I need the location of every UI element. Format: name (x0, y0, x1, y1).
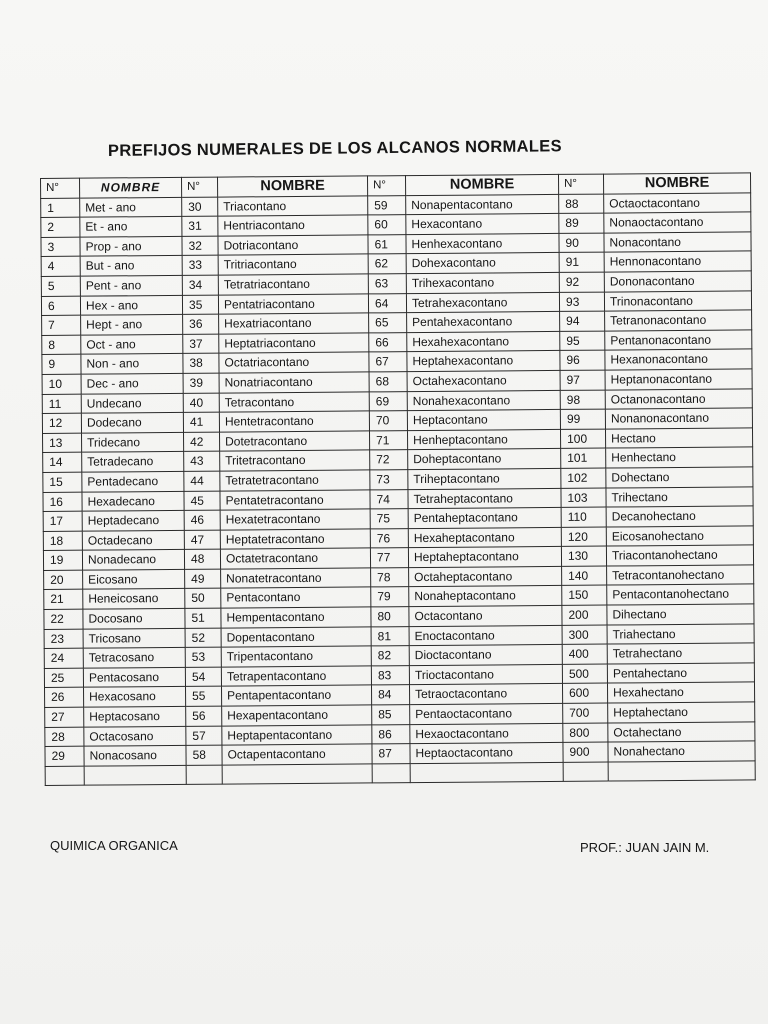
alkane-name-cell: Hempentacontano (221, 607, 371, 628)
alkane-number-cell: 39 (183, 373, 219, 393)
alkane-number-cell: 12 (42, 413, 81, 433)
alkane-name-cell: Tetrahectano (607, 643, 754, 664)
alkane-name-cell: Dodecano (81, 413, 183, 433)
alkane-number-cell: 4 (41, 257, 80, 277)
alkane-name-cell: Dopentacontano (221, 627, 371, 648)
alkane-name-cell: Octahexacontano (407, 370, 560, 391)
alkane-number-cell: 57 (186, 726, 222, 746)
alkane-name-cell: Hentriacontano (218, 215, 368, 236)
alkane-number-cell: 40 (183, 393, 219, 413)
alkane-name-cell: Heptatriacontano (219, 333, 369, 354)
alkane-name-cell: Tetracosano (83, 648, 185, 668)
alkane-name-cell: Eicosanohectano (606, 526, 753, 547)
alkane-number-cell: 17 (43, 511, 82, 531)
header-name-2: NOMBRE (217, 176, 367, 197)
alkane-name-cell: Met - ano (80, 197, 182, 217)
alkane-number-cell: 21 (44, 590, 83, 610)
alkane-name-cell: Tricosano (83, 628, 185, 648)
alkane-name-cell: Trinonacontano (604, 290, 751, 311)
alkane-name-cell: Henheptacontano (407, 429, 560, 450)
alkane-number-cell: 3 (41, 237, 80, 257)
alkane-name-cell: Pentatetracontano (220, 489, 370, 510)
alkane-number-cell: 2 (41, 217, 80, 237)
alkane-name-cell: Hectano (605, 428, 752, 449)
footer-professor: PROF.: JUAN JAIN M. (580, 840, 710, 855)
header-num-2: N° (181, 177, 217, 197)
header-num-3: N° (367, 176, 405, 196)
alkane-table-wrapper (40, 172, 756, 786)
document-title: PREFIJOS NUMERALES DE LOS ALCANOS NORMALES (107, 137, 562, 160)
alkane-name-cell: Tetratetracontano (220, 470, 370, 491)
alkane-name-cell: Pentacosano (83, 667, 185, 687)
alkane-number-cell: 22 (44, 609, 83, 629)
alkane-number-cell: 79 (371, 587, 409, 607)
alkane-number-cell: 55 (186, 687, 222, 707)
alkane-number-cell: 84 (371, 685, 409, 705)
alkane-number-cell: 6 (41, 296, 80, 316)
alkane-number-cell: 400 (562, 644, 607, 664)
alkane-name-cell: Henhexacontano (406, 233, 559, 254)
alkane-name-cell: Triheptacontano (408, 468, 561, 489)
alkane-number-cell: 900 (563, 742, 608, 762)
alkane-name-cell: Hexanonacontano (605, 349, 752, 370)
alkane-name-cell: Dihectano (607, 604, 754, 625)
alkane-number-cell: 76 (370, 528, 408, 548)
alkane-name-cell: Triahectano (607, 624, 754, 645)
alkane-name-cell: Heptacosano (84, 706, 186, 726)
alkane-name-cell: Pentatriacontano (218, 293, 368, 314)
alkane-number-cell: 81 (371, 626, 409, 646)
alkane-name-cell: Dotriacontano (218, 235, 368, 256)
alkane-name-cell: Nonadecano (82, 550, 184, 570)
alkane-number-cell: 11 (42, 394, 81, 414)
alkane-name-cell: Hexacontano (406, 214, 559, 235)
alkane-number-cell: 85 (372, 705, 410, 725)
alkane-name-cell: Tetratriacontano (218, 274, 368, 295)
alkane-name-cell: Heptaheptacontano (408, 547, 561, 568)
alkane-number-cell: 20 (44, 570, 83, 590)
alkane-number-cell: 45 (184, 491, 220, 511)
alkane-number-cell: 89 (559, 213, 604, 233)
alkane-number-cell: 98 (560, 390, 605, 410)
alkane-number-cell: 8 (42, 335, 81, 355)
alkane-number-cell: 28 (45, 727, 84, 747)
empty-cell (563, 762, 608, 782)
alkane-number-cell: 36 (183, 314, 219, 334)
alkane-name-cell: Heneicosano (83, 589, 185, 609)
alkane-name-cell: Eicosano (83, 569, 185, 589)
alkane-name-cell: Trihexacontano (406, 272, 559, 293)
alkane-name-cell: Et - ano (80, 217, 182, 237)
alkane-name-cell: Nonacosano (84, 746, 186, 766)
alkane-name-cell: Pentanonacontano (605, 330, 752, 351)
alkane-number-cell: 24 (44, 648, 83, 668)
alkane-name-cell: Tetrahexacontano (406, 292, 559, 313)
alkane-number-cell: 71 (369, 430, 407, 450)
alkane-number-cell: 27 (45, 707, 84, 727)
alkane-number-cell: 73 (370, 470, 408, 490)
alkane-number-cell: 42 (184, 432, 220, 452)
alkane-number-cell: 101 (561, 448, 606, 468)
alkane-name-cell: Heptaoctacontano (410, 743, 563, 764)
alkane-name-cell: Octacosano (84, 726, 186, 746)
alkane-number-cell: 61 (368, 234, 406, 254)
alkane-name-cell: Hexacosano (84, 687, 186, 707)
alkane-name-cell: Prop - ano (80, 236, 182, 256)
alkane-name-cell: Heptadecano (82, 510, 184, 530)
alkane-name-cell: Nonatriacontano (219, 372, 369, 393)
alkane-name-cell: Pentaoctacontano (410, 703, 563, 724)
alkane-number-cell: 63 (368, 274, 406, 294)
alkane-number-cell: 16 (43, 492, 82, 512)
alkane-name-cell: But - ano (80, 256, 182, 276)
alkane-number-cell: 110 (561, 507, 606, 527)
alkane-name-cell: Pentahectano (607, 663, 754, 684)
alkane-number-cell: 95 (560, 331, 605, 351)
empty-cell (608, 761, 755, 782)
alkane-name-cell: Hexahectano (607, 682, 754, 703)
alkane-name-cell: Trioctacontano (409, 664, 562, 685)
alkane-number-cell: 96 (560, 350, 605, 370)
alkane-name-cell: Decanohectano (606, 506, 753, 527)
alkane-number-cell: 49 (185, 569, 221, 589)
alkane-number-cell: 7 (42, 315, 81, 335)
alkane-name-cell: Nonapentacontano (406, 194, 559, 215)
alkane-name-cell: Hexapentacontano (222, 705, 372, 726)
alkane-name-cell: Hexahexacontano (407, 331, 560, 352)
alkane-name-cell: Hennonacontano (604, 251, 751, 272)
alkane-name-cell: Henhectano (606, 447, 753, 468)
header-name-1: NOMBRE (80, 177, 182, 197)
alkane-number-cell: 78 (371, 567, 409, 587)
alkane-prefix-table (40, 172, 756, 786)
alkane-number-cell: 97 (560, 370, 605, 390)
table-body (41, 193, 756, 786)
alkane-number-cell: 60 (368, 215, 406, 235)
alkane-number-cell: 100 (560, 429, 605, 449)
alkane-name-cell: Pentapentacontano (221, 685, 371, 706)
alkane-number-cell: 64 (368, 293, 406, 313)
alkane-number-cell: 87 (372, 744, 410, 764)
alkane-name-cell: Nonaoctacontano (604, 212, 751, 233)
alkane-name-cell: Dotetracontano (219, 431, 369, 452)
footer-course: QUIMICA ORGANICA (50, 838, 178, 853)
alkane-name-cell: Hexaoctacontano (410, 723, 563, 744)
alkane-name-cell: Octatriacontano (219, 352, 369, 373)
alkane-number-cell: 41 (183, 412, 219, 432)
alkane-number-cell: 25 (44, 668, 83, 688)
alkane-number-cell: 51 (185, 608, 221, 628)
alkane-name-cell: Tetracontanohectano (607, 565, 754, 586)
alkane-number-cell: 200 (562, 605, 607, 625)
alkane-name-cell: Heptacontano (407, 410, 560, 431)
alkane-name-cell: Octatetracontano (220, 548, 370, 569)
alkane-name-cell: Tetracontano (219, 391, 369, 412)
alkane-name-cell: Heptapentacontano (222, 725, 372, 746)
header-name-3: NOMBRE (405, 174, 558, 195)
alkane-name-cell: Pentacontanohectano (607, 584, 754, 605)
alkane-name-cell: Docosano (83, 608, 185, 628)
alkane-number-cell: 65 (369, 313, 407, 333)
alkane-number-cell: 500 (562, 664, 607, 684)
alkane-name-cell: Heptatetracontano (220, 529, 370, 550)
alkane-name-cell: Enoctacontano (409, 625, 562, 646)
alkane-number-cell: 59 (368, 195, 406, 215)
alkane-number-cell: 26 (45, 688, 84, 708)
alkane-name-cell: Octapentacontano (222, 744, 372, 765)
alkane-number-cell: 35 (182, 295, 218, 315)
alkane-number-cell: 94 (560, 311, 605, 331)
alkane-number-cell: 130 (561, 546, 606, 566)
alkane-name-cell: Tetranonacontano (605, 310, 752, 331)
alkane-number-cell: 38 (183, 353, 219, 373)
alkane-number-cell: 58 (186, 745, 222, 765)
alkane-number-cell: 93 (559, 292, 604, 312)
alkane-number-cell: 54 (185, 667, 221, 687)
alkane-name-cell: Nonaheptacontano (409, 586, 562, 607)
alkane-name-cell: Nonacontano (604, 232, 751, 253)
alkane-number-cell: 70 (369, 411, 407, 431)
alkane-number-cell: 47 (184, 530, 220, 550)
alkane-name-cell: Hex - ano (80, 295, 182, 315)
alkane-number-cell: 19 (43, 550, 82, 570)
alkane-name-cell: Triacontano (218, 196, 368, 217)
alkane-number-cell: 23 (44, 629, 83, 649)
alkane-number-cell: 18 (43, 531, 82, 551)
alkane-name-cell: Pentahexacontano (407, 312, 560, 333)
alkane-number-cell: 92 (559, 272, 604, 292)
alkane-number-cell: 90 (559, 233, 604, 253)
alkane-number-cell: 52 (185, 628, 221, 648)
alkane-number-cell: 83 (371, 665, 409, 685)
alkane-name-cell: Tritriacontano (218, 254, 368, 275)
alkane-number-cell: 77 (370, 548, 408, 568)
alkane-name-cell: Octaheptacontano (409, 566, 562, 587)
empty-cell (222, 764, 372, 785)
empty-cell (45, 766, 84, 786)
alkane-number-cell: 5 (41, 276, 80, 296)
alkane-number-cell: 88 (559, 194, 604, 214)
alkane-number-cell: 62 (368, 254, 406, 274)
alkane-number-cell: 66 (369, 332, 407, 352)
alkane-name-cell: Tripentacontano (221, 646, 371, 667)
alkane-name-cell: Pent - ano (80, 275, 182, 295)
alkane-number-cell: 74 (370, 489, 408, 509)
alkane-number-cell: 53 (185, 647, 221, 667)
alkane-number-cell: 29 (45, 746, 84, 766)
alkane-number-cell: 15 (43, 472, 82, 492)
alkane-number-cell: 69 (369, 391, 407, 411)
alkane-number-cell: 68 (369, 372, 407, 392)
header-num-1: N° (41, 178, 80, 198)
alkane-number-cell: 600 (562, 683, 607, 703)
empty-cell (372, 763, 410, 783)
alkane-name-cell: Non - ano (81, 354, 183, 374)
alkane-number-cell: 99 (560, 409, 605, 429)
alkane-number-cell: 13 (43, 433, 82, 453)
empty-cell (410, 762, 563, 783)
alkane-number-cell: 82 (371, 646, 409, 666)
alkane-name-cell: Hexatriacontano (219, 313, 369, 334)
alkane-name-cell: Pentaheptacontano (408, 508, 561, 529)
alkane-name-cell: Dohectano (606, 467, 753, 488)
alkane-name-cell: Oct - ano (81, 334, 183, 354)
alkane-name-cell: Tridecano (82, 432, 184, 452)
alkane-number-cell: 10 (42, 374, 81, 394)
empty-cell (186, 765, 222, 785)
alkane-name-cell: Dohexacontano (406, 253, 559, 274)
header-num-4: N° (558, 174, 603, 194)
alkane-number-cell: 67 (369, 352, 407, 372)
alkane-name-cell: Dec - ano (81, 373, 183, 393)
alkane-name-cell: Nonahexacontano (407, 390, 560, 411)
alkane-number-cell: 30 (182, 197, 218, 217)
alkane-number-cell: 102 (561, 468, 606, 488)
alkane-number-cell: 103 (561, 488, 606, 508)
alkane-name-cell: Octanonacontano (605, 388, 752, 409)
alkane-number-cell: 120 (561, 527, 606, 547)
alkane-name-cell: Hept - ano (81, 315, 183, 335)
alkane-name-cell: Octaoctacontano (604, 193, 751, 214)
alkane-name-cell: Hexadecano (82, 491, 184, 511)
alkane-name-cell: Undecano (81, 393, 183, 413)
alkane-name-cell: Dioctacontano (409, 645, 562, 666)
alkane-number-cell: 34 (182, 275, 218, 295)
alkane-name-cell: Triacontanohectano (606, 545, 753, 566)
alkane-name-cell: Trihectano (606, 486, 753, 507)
alkane-number-cell: 46 (184, 510, 220, 530)
alkane-name-cell: Doheptacontano (408, 449, 561, 470)
alkane-number-cell: 1 (41, 198, 80, 218)
alkane-number-cell: 33 (182, 255, 218, 275)
alkane-number-cell: 44 (184, 471, 220, 491)
alkane-number-cell: 32 (182, 236, 218, 256)
alkane-number-cell: 48 (184, 549, 220, 569)
alkane-number-cell: 56 (186, 706, 222, 726)
alkane-number-cell: 91 (559, 252, 604, 272)
alkane-name-cell: Dononacontano (604, 271, 751, 292)
alkane-name-cell: Nonatetracontano (221, 568, 371, 589)
alkane-number-cell: 86 (372, 724, 410, 744)
alkane-number-cell: 800 (563, 723, 608, 743)
alkane-number-cell: 72 (370, 450, 408, 470)
alkane-number-cell: 14 (43, 452, 82, 472)
alkane-number-cell: 700 (563, 703, 608, 723)
alkane-number-cell: 140 (562, 566, 607, 586)
alkane-number-cell: 80 (371, 607, 409, 627)
alkane-name-cell: Tetraoctacontano (409, 684, 562, 705)
alkane-name-cell: Hexaheptacontano (408, 527, 561, 548)
alkane-name-cell: Heptanonacontano (605, 369, 752, 390)
alkane-name-cell: Tetraheptacontano (408, 488, 561, 509)
alkane-number-cell: 43 (184, 451, 220, 471)
alkane-name-cell: Hexatetracontano (220, 509, 370, 530)
empty-cell (84, 765, 186, 785)
alkane-name-cell: Pentacontano (221, 587, 371, 608)
alkane-name-cell: Tetradecano (82, 452, 184, 472)
alkane-name-cell: Octahectano (608, 722, 755, 743)
alkane-name-cell: Pentadecano (82, 471, 184, 491)
alkane-name-cell: Nonanonacontano (605, 408, 752, 429)
alkane-name-cell: Tritetracontano (220, 450, 370, 471)
alkane-number-cell: 50 (185, 589, 221, 609)
alkane-number-cell: 300 (562, 625, 607, 645)
alkane-name-cell: Nonahectano (608, 741, 755, 762)
alkane-number-cell: 9 (42, 355, 81, 375)
alkane-name-cell: Heptahectano (608, 702, 755, 723)
alkane-name-cell: Hentetracontano (219, 411, 369, 432)
alkane-name-cell: Tetrapentacontano (221, 666, 371, 687)
alkane-name-cell: Octacontano (409, 605, 562, 626)
alkane-number-cell: 31 (182, 216, 218, 236)
header-name-4: NOMBRE (603, 173, 750, 194)
alkane-number-cell: 75 (370, 509, 408, 529)
alkane-name-cell: Octadecano (82, 530, 184, 550)
alkane-name-cell: Heptahexacontano (407, 351, 560, 372)
alkane-number-cell: 37 (183, 334, 219, 354)
alkane-number-cell: 150 (562, 586, 607, 606)
